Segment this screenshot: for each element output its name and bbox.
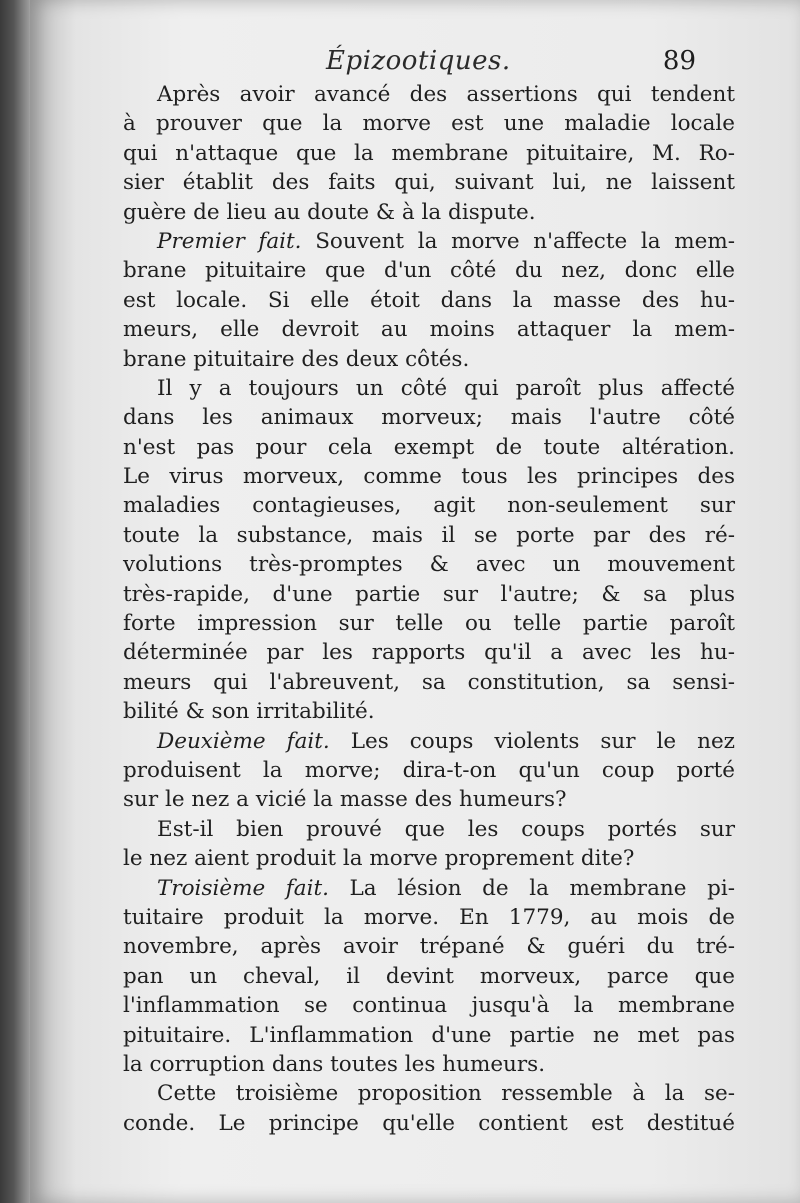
text-line: pituitaire. L'inflammation d'une partie ne met pas: [123, 1022, 735, 1048]
text-line: [123, 227, 735, 256]
text-run: La lésion de la membrane pi-: [328, 875, 735, 901]
text-line: sur le nez a vicié la masse des humeurs?: [123, 787, 567, 813]
text-line: maladies contagieuses, agit non-seulement sur: [123, 493, 735, 519]
text-line: Après avoir avancé des assertions qui tendent: [157, 82, 735, 107]
text-line: le nez aient produit la morve proprement dite?: [123, 846, 635, 872]
body-text: [123, 80, 735, 1138]
text-line: tuitaire produit la morve. En 1779, au mois de: [123, 904, 735, 930]
text-line: bilité & son irritabilité.: [123, 699, 375, 725]
text-line: conde. Le principe qu'elle contient est destitué: [123, 1110, 735, 1136]
text-line: à prouver que la morve est une maladie locale: [123, 111, 735, 137]
text-line: [123, 874, 735, 903]
text-line: toute la substance, mais il se porte par des ré-: [123, 522, 735, 548]
page-number: 89: [662, 46, 696, 76]
text-line: [123, 727, 735, 756]
text-line: la corruption dans toutes les humeurs.: [123, 1051, 546, 1077]
text-line: Le virus morveux, comme tous les principes des: [123, 464, 735, 490]
text-line: n'est pas pour cela exempt de toute altération.: [123, 434, 735, 460]
book-binding-gutter: [0, 0, 34, 1203]
text-line: novembre, après avoir trépané & guéri du tré-: [123, 934, 735, 960]
text-line: volutions très-promptes & avec un mouvement: [123, 552, 735, 578]
running-title: Épizootiques.: [326, 46, 511, 76]
text-line: brane pituitaire des deux côtés.: [123, 346, 470, 372]
text-line: très-rapide, d'une partie sur l'autre; & sa plus: [123, 581, 735, 607]
text-run: Souvent la morve n'affecte la mem-: [301, 228, 735, 254]
text-line: sier établit des faits qui, suivant lui, ne laissent: [123, 170, 735, 196]
text-line: Cette troisième proposition ressemble à la se-: [157, 1081, 735, 1107]
text-line: meurs qui l'abreuvent, sa constitution, sa sensi-: [123, 669, 735, 695]
text-line: dans les animaux morveux; mais l'autre côté: [123, 405, 735, 431]
text-line: l'inflammation se continua jusqu'à la membrane: [123, 993, 735, 1019]
book-page: [30, 0, 800, 1203]
text-line: produisent la morve; dira-t-on qu'un coup porté: [123, 757, 735, 783]
text-line: pan un cheval, il devint morveux, parce que: [123, 963, 735, 989]
text-line: meurs, elle devroit au moins attaquer la mem-: [123, 317, 735, 343]
text-line: Est-il bien prouvé que les coups portés sur: [157, 816, 735, 842]
text-line: guère de lieu au doute & à la dispute.: [123, 199, 536, 225]
fact-label: Troisième fait.: [157, 875, 329, 901]
fact-label: Deuxième fait.: [157, 728, 330, 754]
text-line: est locale. Si elle étoit dans la masse des hu-: [123, 287, 735, 313]
text-run: Les coups violents sur le nez: [329, 728, 735, 754]
text-line: brane pituitaire que d'un côté du nez, donc elle: [123, 258, 735, 284]
text-line: qui n'attaque que la membrane pituitaire, M. Ro-: [123, 140, 735, 166]
text-line: déterminée par les rapports qu'il a avec les hu-: [123, 640, 735, 666]
page-header: [30, 42, 800, 82]
text-line: Il y a toujours un côté qui paroît plus affecté: [157, 375, 735, 401]
fact-label: Premier fait.: [157, 228, 302, 254]
text-line: forte impression sur telle ou telle partie paroît: [123, 611, 735, 637]
